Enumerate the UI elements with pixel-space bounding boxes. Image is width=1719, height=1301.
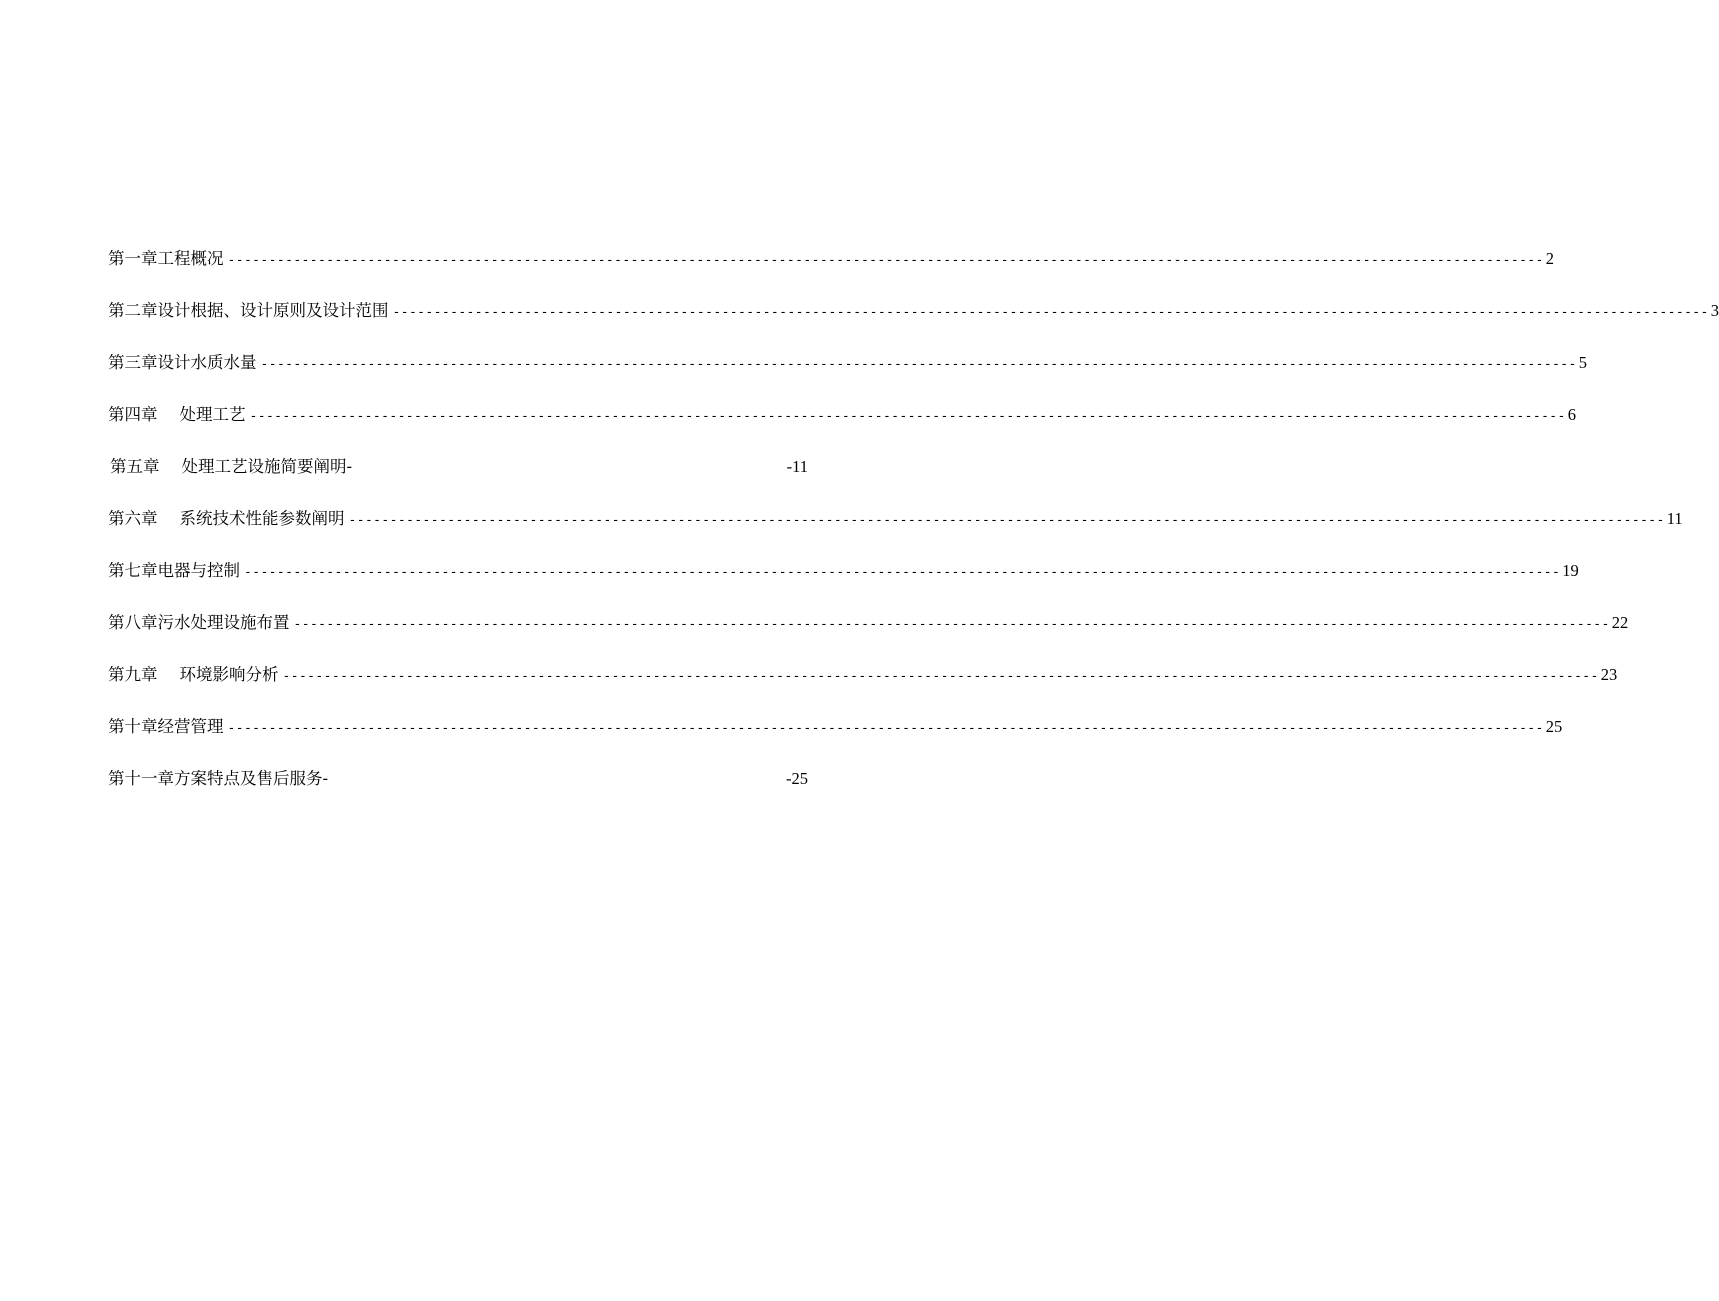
toc-entry-chapter-2[interactable] [108,297,1719,349]
toc-entry-title [108,661,279,689]
toc-entry-chapter-8[interactable] [108,609,1629,661]
toc-dot-leader: ---------------------------------------------------------------------------------------------------------------------------------------------------------------- [227,721,1544,736]
toc-dot-leader: ---------------------------------------------------------------------------------------------------------------------------------------------------------------- [249,409,1566,424]
toc-page-number: -25 [786,769,808,788]
toc-entry-chapter-4[interactable] [108,401,1577,453]
toc-entry-chapter-7[interactable] [108,557,1579,609]
toc-dot-leader: ---------------------------------------------------------------------------------------------------------------------------------------------------------------- [244,565,1561,580]
toc-entry-title: 第二章设计根据、设计原则及设计范围 [108,301,389,320]
toc-chapter-number: 第九章 [108,665,158,684]
toc-entry-chapter-9[interactable] [108,661,1618,713]
toc-entry-title [108,505,345,533]
toc-chapter-number: 第六章 [108,509,158,528]
toc-entry-title [110,453,352,481]
toc-page-number: 11 [1666,509,1683,528]
toc-entry-title: 第八章污水处理设施布置 [108,613,290,632]
toc-entry-title [108,401,246,429]
toc-chapter-name: 处理工艺 [179,405,246,424]
toc-chapter-number: 第四章 [108,405,158,424]
toc-entry-chapter-10[interactable] [108,713,1563,765]
toc-entry-title: 第七章电器与控制 [108,561,240,580]
toc-entry-title: 第十章经营管理 [108,717,224,736]
toc-dot-leader: ---------------------------------------------------------------------------------------------------------------------------------------------------------------- [282,669,1599,684]
toc-dot-leader: ---------------------------------------------------------------------------------------------------------------------------------------------------------------- [348,513,1665,528]
toc-entry-chapter-1[interactable] [108,245,1555,297]
toc-entry-chapter-3[interactable] [108,349,1588,401]
toc-page-number: 19 [1562,561,1579,580]
toc-entry-title: 第十一章方案特点及售后服务- [108,769,329,788]
toc-dot-leader: ---------------------------------------------------------------------------------------------------------------------------------------------------------------- [227,253,1544,268]
toc-entry-title: 第三章设计水质水量 [108,353,257,372]
toc-page-number: 22 [1611,613,1629,632]
toc-chapter-name: 处理工艺设施简要阐明- [181,457,353,476]
toc-page-number: 3 [1710,301,1719,320]
toc-dot-leader: ---------------------------------------------------------------------------------------------------------------------------------------------------------------- [260,357,1577,372]
toc-dot-leader: ---------------------------------------------------------------------------------------------------------------------------------------------------------------- [392,305,1709,320]
toc-chapter-number: 第五章 [110,457,160,476]
toc-page-number: -11 [786,457,808,476]
toc-page-number: 5 [1578,353,1588,372]
toc-chapter-name: 系统技术性能参数阐明 [179,509,345,528]
table-of-contents [108,245,1719,817]
toc-entry-chapter-11[interactable] [108,765,808,817]
toc-page-number: 23 [1600,665,1618,684]
toc-page-number: 2 [1545,249,1555,268]
toc-dot-leader: ---------------------------------------------------------------------------------------------------------------------------------------------------------------- [293,617,1610,632]
toc-entry-chapter-6[interactable] [108,505,1683,557]
toc-chapter-name: 环境影响分析 [179,665,279,684]
toc-page-number: 6 [1567,405,1577,424]
toc-entry-title: 第一章工程概况 [108,249,224,268]
toc-page-number: 25 [1545,717,1563,736]
toc-entry-chapter-5[interactable] [108,453,808,505]
